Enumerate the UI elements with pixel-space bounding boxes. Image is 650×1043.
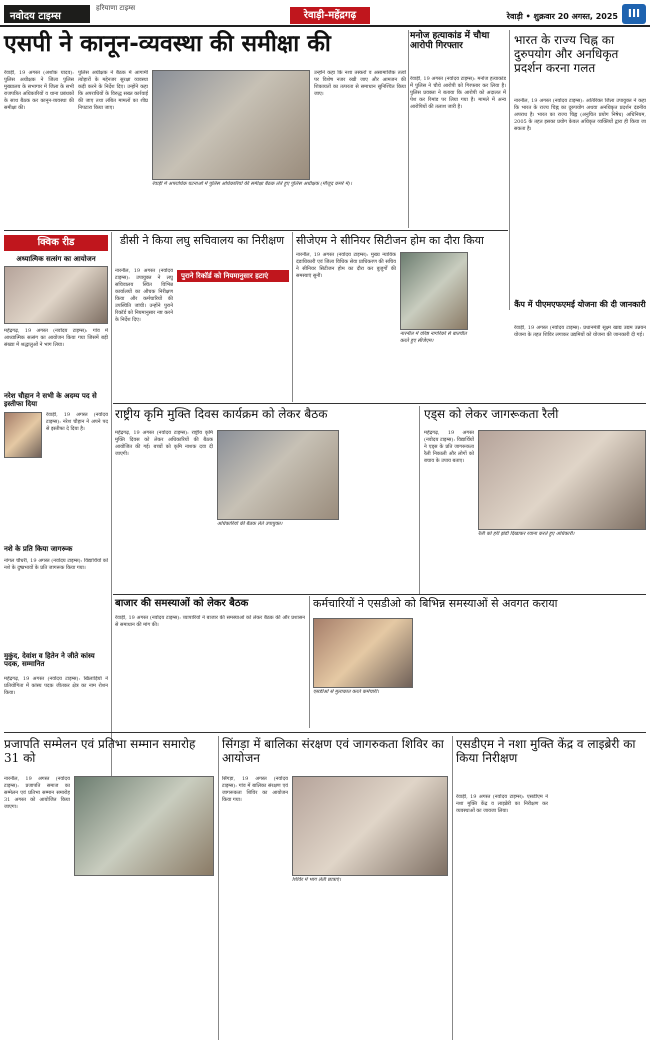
- dc-headline: डीसी ने किया लघु सचिवालय का निरीक्षण: [119, 234, 285, 247]
- bottom-caption-2: शिविर में भाग लेती छात्राएं।: [292, 877, 341, 883]
- bottom-b3: रेवाड़ी, 19 अगस्त (नवोदय टाइम्स): एसडीएम ने नशा मुक्ति केंद्र व लाइब्रेरी का निरीक्षण कर व्यवस्थाओं का जायजा लिया।: [456, 794, 548, 814]
- bottom-photo-2: [292, 776, 448, 876]
- deworm-body-1: महेंद्रगढ़, 19 अगस्त (नवोदय टाइम्स): राष्ट्रीय कृमि मुक्ति दिवस को लेकर अधिकारियों की बैठक आयोजित की गई। बच्चों को कृमि नाशक दवा दी जाएगी।: [115, 430, 213, 457]
- bottom-h2: सिंगड़ा में बालिका संरक्षण एवं जागरुकता शिविर का आयोजन: [222, 737, 444, 765]
- quick-read-h2: नरेश चौहान ने सभी के अदम्य पद से इस्तीफा दिया: [4, 391, 97, 409]
- market-body: रेवाड़ी, 19 अगस्त (नवोदय टाइम्स): व्यापारियों ने बाजार की समस्याओं को लेकर बैठक की और प्रशासन से समाधान की मांग की।: [115, 615, 305, 628]
- quick-read-h3: नशे के प्रति किया जागरूक: [4, 544, 73, 553]
- masthead: [0, 0, 650, 27]
- bottom-b1-cont: [74, 880, 214, 1038]
- quick-read-tag: क्विक रीड: [4, 235, 108, 251]
- edition-label: रेवाड़ी-महेंद्रगढ़: [290, 7, 370, 24]
- market-headline: बाजार की समस्याओं को लेकर बैठक: [115, 598, 249, 609]
- aids-body-2: [478, 542, 646, 590]
- deworm-photo: [217, 430, 339, 520]
- aids-body-1: महेंद्रगढ़, 19 अगस्त (नवोदय टाइम्स): विद्यार्थियों ने एड्स के प्रति जागरूकता रैली निकाली और लोगों को बचाव के उपाय बताए।: [424, 430, 474, 464]
- quick-read-body: महेंद्रगढ़, 19 अगस्त (नवोदय टाइम्स): गांव में आध्यात्मिक सत्संग का आयोजन किया गया जिसमें बड़ी संख्या में श्रद्धालुओं ने भाग लिया।: [4, 328, 108, 348]
- lead-photo: [152, 70, 310, 180]
- staff-body-2: [417, 618, 646, 728]
- emblem-headline: भारत के राज्य चिह्न का दुरुपयोग और अनधिकृत प्रदर्शन करना गलत: [514, 33, 619, 75]
- aids-caption: रैली को हरी झंडी दिखाकर रवाना करते हुए अधिकारी।: [478, 531, 575, 537]
- camp-body: रेवाड़ी, 19 अगस्त (नवोदय टाइम्स): प्रधानमंत्री सूक्ष्म खाद्य उद्यम उन्नयन योजना के तहत शिविर लगाकर उद्यमियों को योजना की जानकारी दी गई।: [514, 325, 646, 338]
- lead-para-1: रेवाड़ी, 19 अगस्त (अशोक यादव): पुलिस अधीक्षक ने जिला पुलिस मुख्यालय के सभागार में जिला के सभी राजपत्रित अधिकारियों व थाना प्रबंधकों के साथ बैठक कर कानून-व्यवस्था की समीक्षा की।: [4, 70, 74, 111]
- staff-headline: कर्मचारियों ने एसडीओ को बिभिन्न समस्याओं से अवगत कराया: [313, 597, 558, 610]
- staff-photo: [313, 618, 413, 688]
- cjm-body-2: [470, 252, 508, 400]
- cjm-body: नारनौल, 19 अगस्त (नवोदय टाइम्स): मुख्य न्यायिक दंडाधिकारी एवं जिला विधिक सेवा प्राधिकरण की सचिव ने सीनियर सिटीजन होम का दौरा कर बुजुर्गों की समस्याएं सुनीं।: [296, 252, 396, 279]
- paper-subtitle: हरियाणा टाइम्स: [96, 4, 136, 12]
- dc-kicker: पुराने रिकॉर्ड को नियमानुसार हटाएं: [177, 270, 289, 282]
- quick-read-b2: रेवाड़ी, 19 अगस्त (नवोदय टाइम्स): नरेश चौहान ने अपने पद से इस्तीफा दे दिया है।: [46, 412, 108, 432]
- quick-read-b4: महेंद्रगढ़, 19 अगस्त (नवोदय टाइम्स): खिलाड़ियों ने प्रतियोगिता में कांस्य पदक जीतकर क्षेत्र का नाम रोशन किया।: [4, 676, 108, 696]
- side-body: रेवाड़ी, 19 अगस्त (नवोदय टाइम्स): मनोज हत्याकांड में पुलिस ने चौथे आरोपी को गिरफ्तार कर लिया है। पुलिस प्रवक्ता ने बताया कि आरोपी को अदालत में पेश कर रिमांड पर लिया गया है। मामले में अन्य आरोपियों की तलाश जारी है।: [410, 76, 506, 110]
- staff-caption: एसडीओ से मुलाकात करते कर्मचारी।: [313, 689, 379, 695]
- cjm-headline: सीजेएम ने सीनियर सिटीजन होम का दौरा किया: [296, 234, 484, 247]
- paper-brand: नवोदय टाइम्स: [4, 5, 90, 23]
- quick-read-b3: नांगल चौधरी, 19 अगस्त (नवोदय टाइम्स): विद्यार्थियों को नशे के दुष्प्रभावों के प्रति जागरूक किया गया।: [4, 558, 108, 571]
- lead-headline: एसपी ने कानून-व्यवस्था की समीक्षा की: [4, 31, 331, 57]
- lead-para-2: पुलिस अधीक्षक ने बैठक में आगामी त्योहारों के मद्देनजर सुरक्षा व्यवस्था कड़ी करने के निर्देश दिए। उन्होंने कहा कि अपराधियों के विरुद्ध सख्त कार्रवाई की जाए तथा लंबित मामलों का शीघ्र निपटारा किया जाए।: [78, 70, 148, 111]
- quick-read-title: अध्यात्मिक सत्संग का आयोजन: [16, 254, 96, 263]
- page-number: III: [622, 4, 646, 24]
- aids-photo: [478, 430, 646, 530]
- lead-para-3-cont: [152, 190, 406, 228]
- issue-date: रेवाड़ी • शुक्रवार 20 अगस्त, 2025: [506, 12, 618, 21]
- camp-headline: कैंप में पीएमएफएमई योजना की दी जानकारी: [514, 299, 646, 309]
- quick-read-h4: मुकुंद, देवांश व हितेन ने जीते कांस्य पदक, सम्मानित: [4, 651, 95, 669]
- bottom-photo-1: [74, 776, 214, 876]
- bottom-b2: सिंगड़ा, 19 अगस्त (नवोदय टाइम्स): गांव में बालिका संरक्षण एवं जागरूकता शिविर का आयोजन किया गया।: [222, 776, 288, 803]
- side-headline: मनोज हत्याकांड में चौथा आरोपी गिरफ्तार: [410, 31, 490, 52]
- deworm-headline: राष्ट्रीय कृमि मुक्ति दिवस कार्यक्रम को लेकर बैठक: [115, 407, 328, 421]
- lead-caption: रेवाड़ी में अपराधिक घटनाओं में पुलिस अधिकारियों की समीक्षा बैठक लेते हुए पुलिस अधीक्षक (मौजूद कमरे में)।: [152, 181, 352, 187]
- cjm-photo: [400, 252, 468, 330]
- bottom-h3: एसडीएम ने नशा मुक्ति केंद्र व लाइब्रेरी का किया निरीक्षण: [456, 737, 636, 765]
- cjm-caption: नारनौल में वरिष्ठ नागरिकों से बातचीत करते हुए सीजेएम।: [400, 331, 467, 344]
- bottom-b3-cont: [552, 794, 646, 1038]
- bottom-b2-cont: [222, 900, 448, 1038]
- aids-headline: एड्स को लेकर जागरूकता रैली: [424, 407, 559, 421]
- quick-read-portrait: [4, 412, 42, 458]
- bottom-h1: प्रजापति सम्मेलन एवं प्रतिभा सम्मान समारोह 31 को: [4, 737, 196, 765]
- lead-para-3: उन्होंने कहा कि नशा तस्करों व असामाजिक तत्वों पर विशेष नजर रखी जाए और आमजन की शिकायतों का तत्परता से समाधान सुनिश्चित किया जाए।: [314, 70, 406, 97]
- deworm-body-2: [343, 430, 415, 590]
- quick-read-photo: [4, 266, 108, 324]
- bottom-b1: नारनौल, 19 अगस्त (नवोदय टाइम्स): प्रजापति समाज का सम्मेलन एवं प्रतिभा सम्मान समारोह 31 अगस्त को आयोजित किया जाएगा।: [4, 776, 70, 810]
- dc-body-1: नारनौल, 19 अगस्त (नवोदय टाइम्स): उपायुक्त ने लघु सचिवालय स्थित विभिन्न कार्यालयों का औचक निरीक्षण किया और कर्मचारियों की उपस्थिति जांची। उन्होंने पुराने रिकॉर्ड को नियमानुसार नष्ट करने के निर्देश दिए।: [115, 268, 173, 323]
- dc-body-2: [177, 292, 289, 400]
- emblem-body: नारनौल, 19 अगस्त (नवोदय टाइम्स): अतिरिक्त जिला उपायुक्त ने कहा कि भारत के राज्य चिह्न का दुरुपयोग अथवा अनधिकृत प्रदर्शन दंडनीय अपराध है। भारत का राज्य चिह्न (अनुचित प्रयोग निषेध) अधिनियम, 2005 के तहत इसका प्रयोग केवल अधिकृत व्यक्तियों द्वारा ही किया जा सकता है।: [514, 98, 646, 132]
- deworm-caption: अधिकारियों की बैठक लेते उपायुक्त।: [217, 521, 283, 527]
